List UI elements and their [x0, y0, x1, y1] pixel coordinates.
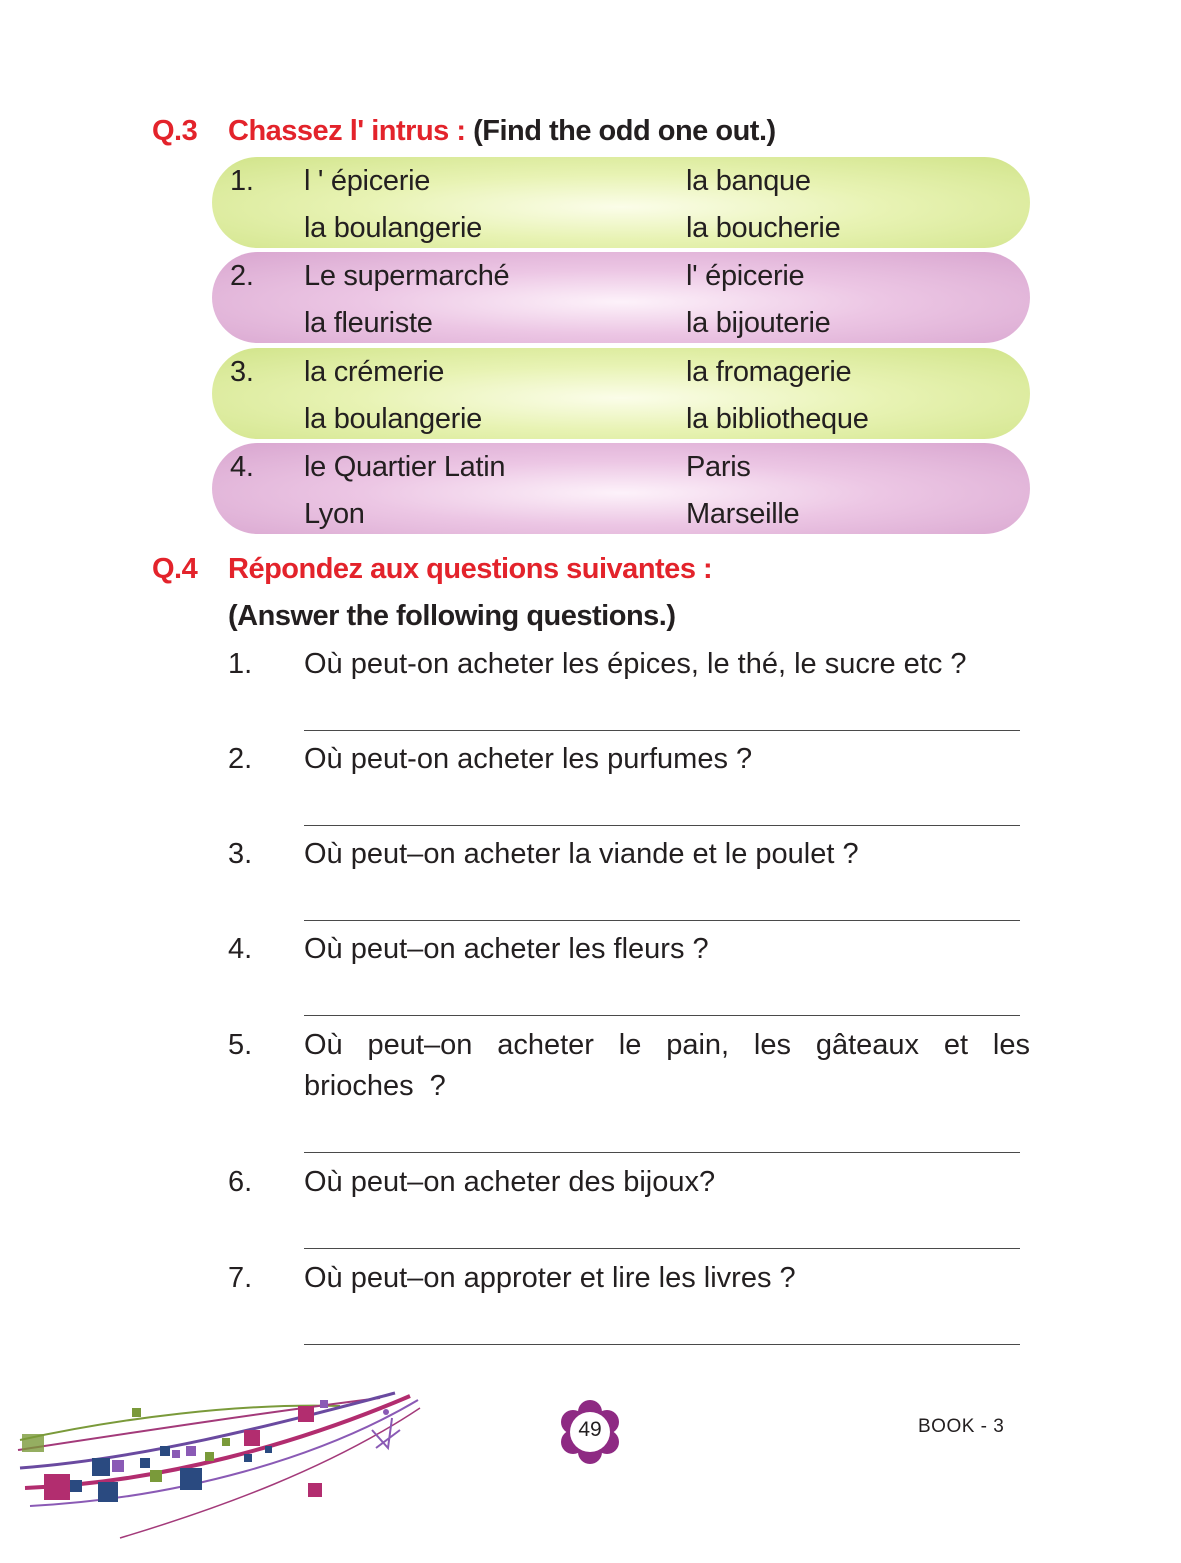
page-number-badge [558, 1400, 622, 1464]
q4-number: Q.4 [152, 553, 198, 585]
group-item: la boulangerie [304, 212, 482, 244]
q3-title-fr: Chassez l' intrus : [228, 115, 466, 147]
group-item: l' épicerie [686, 260, 805, 292]
group-item: la boulangerie [304, 403, 482, 435]
group-item: la boucherie [686, 212, 841, 244]
answer-line[interactable] [304, 825, 1020, 826]
question-number: 3. [228, 838, 253, 870]
answer-line[interactable] [304, 1152, 1020, 1153]
q3-title-en: (Find the odd one out.) [473, 115, 776, 147]
question-text: Où peut-on acheter les épices, le thé, le sucre etc ? [304, 648, 967, 680]
question-number: 2. [228, 743, 253, 775]
question-number: 5. [228, 1029, 253, 1061]
group-item: Marseille [686, 498, 800, 530]
group-item: la bijouterie [686, 307, 831, 339]
question-text: Où peut-on acheter les purfumes ? [304, 743, 753, 775]
odd-one-out-group-4 [212, 443, 1030, 534]
question-number: 4. [228, 933, 253, 965]
question-text: Où peut–on acheter la viande et le poulet ? [304, 838, 859, 870]
odd-one-out-group-1 [212, 157, 1030, 248]
answer-line[interactable] [304, 730, 1020, 731]
group-item: la fleuriste [304, 307, 433, 339]
q3-number: Q.3 [152, 115, 198, 147]
group-item: la fromagerie [686, 356, 852, 388]
question-number: 6. [228, 1166, 253, 1198]
q4-heading [152, 553, 712, 586]
group-number: 1. [230, 165, 254, 197]
answer-line[interactable] [304, 1015, 1020, 1016]
group-number: 2. [230, 260, 254, 292]
q4-title-en: (Answer the following questions.) [228, 600, 676, 632]
question-text: Où peut–on approter et lire les livres ? [304, 1262, 796, 1294]
question-text: Où peut–on acheter les fleurs ? [304, 933, 709, 965]
odd-one-out-group-2 [212, 252, 1030, 343]
group-number: 4. [230, 451, 254, 483]
group-item: la crémerie [304, 356, 445, 388]
question-text: Où peut–on acheter des bijoux? [304, 1166, 716, 1198]
question-text: Où peut–on acheter le pain, les gâteaux et les brioches ? [304, 1029, 1030, 1102]
group-item: Lyon [304, 498, 365, 530]
group-item: Le supermarché [304, 260, 510, 292]
answer-line[interactable] [304, 920, 1020, 921]
decorative-swoosh-graphic [0, 1388, 430, 1548]
question-number: 1. [228, 648, 253, 680]
q4-title-fr: Répondez aux questions suivantes : [228, 553, 713, 585]
question-number: 7. [228, 1262, 253, 1294]
group-item: Paris [686, 451, 751, 483]
page-number: 49 [578, 1418, 602, 1441]
group-item: le Quartier Latin [304, 451, 506, 483]
answer-line[interactable] [304, 1344, 1020, 1345]
odd-one-out-group-3 [212, 348, 1030, 439]
q3-heading [152, 115, 776, 148]
group-item: la bibliotheque [686, 403, 869, 435]
group-item: la banque [686, 165, 811, 197]
group-item: l ' épicerie [304, 165, 431, 197]
group-number: 3. [230, 356, 254, 388]
book-label: BOOK - 3 [918, 1416, 1005, 1437]
answer-line[interactable] [304, 1248, 1020, 1249]
